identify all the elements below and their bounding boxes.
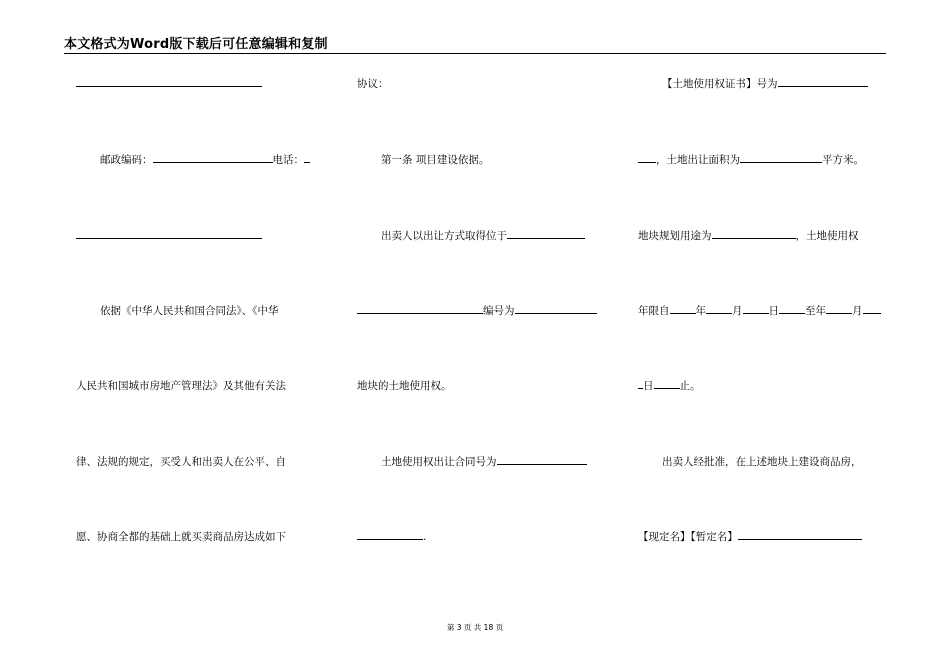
location-line — [357, 228, 585, 244]
text-line: 第一条 项目建设依据。 — [381, 154, 490, 166]
usage-line — [638, 228, 859, 244]
name-line — [638, 529, 862, 545]
text-line: 愿、协商全都的基础上就买卖商品房达成如下 — [76, 531, 286, 543]
column-3 — [638, 60, 888, 560]
period: . — [423, 531, 427, 543]
page-footer: 第 3 页 共 18 页 — [446, 623, 504, 632]
current-name-label: 【现定名】 — [638, 531, 691, 543]
blank-line — [357, 529, 426, 545]
phone-label: 电话： — [272, 154, 304, 166]
postal-code-label: 邮政编码： — [100, 154, 153, 166]
text-line: 地块的土地使用权。 — [357, 380, 452, 392]
temporary-name-label: 【暂定名】 — [690, 531, 738, 543]
page-header — [64, 33, 886, 54]
day-label: 日 — [768, 305, 779, 317]
postal-phone-line — [76, 152, 310, 168]
blank-line-1 — [76, 76, 262, 92]
month-label: 月 — [732, 305, 743, 317]
area-unit: 平方米。 — [822, 154, 864, 166]
term-label: 年限自 — [638, 305, 670, 317]
contract-number-label: 土地使用权出让合同号为 — [381, 456, 497, 468]
header-title: 本文格式为Word版下载后可任意编辑和复制 — [64, 37, 328, 52]
certificate-line — [638, 76, 868, 92]
text-line: 出卖人经批准，在上述地块上建设商品房， — [662, 456, 862, 468]
usage-label: 地块规划用途为 — [638, 230, 712, 242]
blank-line-2 — [76, 228, 262, 244]
text-line: 协议： — [357, 78, 389, 90]
day-label: 日 — [643, 380, 654, 392]
number-label: 编号为 — [483, 305, 515, 317]
usage-suffix: ，土地使用权 — [795, 230, 859, 242]
contract-number-line — [357, 454, 587, 470]
term-line — [638, 303, 881, 319]
to-year-label: 至年 — [805, 305, 826, 317]
text-line: 人民共和国城市房地产管理法》及其他有关法 — [76, 380, 286, 392]
location-label: 出卖人以出让方式取得位于 — [381, 230, 507, 242]
number-line — [357, 303, 597, 319]
area-label: ，土地出让面积为 — [656, 154, 740, 166]
area-line — [638, 152, 864, 168]
month-label: 月 — [852, 305, 863, 317]
end-label: 止。 — [679, 380, 701, 392]
term-end-line — [638, 378, 701, 394]
certificate-label: 【土地使用权证书】号为 — [662, 78, 778, 90]
text-line: 依据《中华人民共和国合同法》、《中华 — [100, 305, 279, 317]
year-label: 年 — [695, 305, 706, 317]
column-2 — [357, 60, 607, 560]
text-line: 律、法规的规定，买受人和出卖人在公平、自 — [76, 456, 286, 468]
column-1 — [76, 60, 326, 560]
